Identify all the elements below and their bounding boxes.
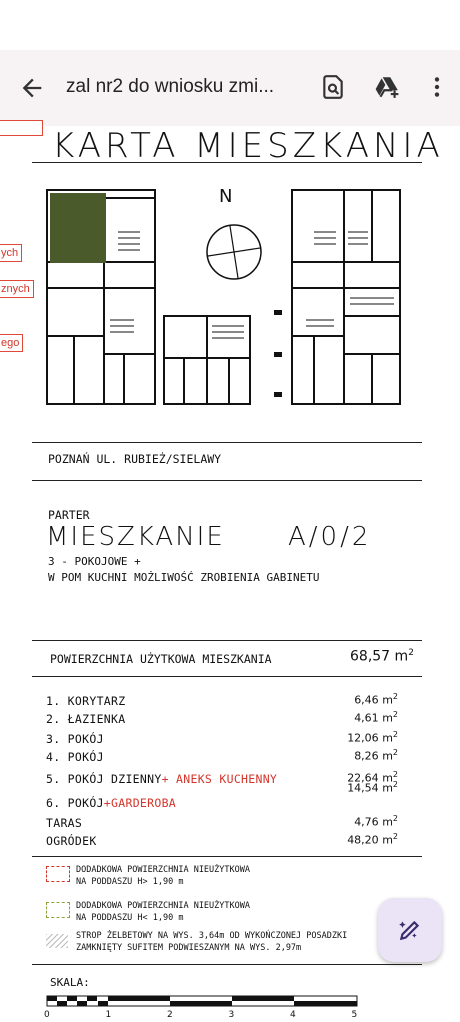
- page-heading: KARTA MIESZKANIA: [52, 126, 444, 166]
- legend-swatch-hatch: [46, 934, 68, 948]
- divider: [32, 856, 422, 857]
- room-extra: + ANEKS KUCHENNY: [161, 772, 278, 786]
- room-area: 8,26 $m^2$: [354, 748, 398, 763]
- apartment-word: MIESZKANIE: [46, 522, 225, 552]
- divider: [32, 640, 422, 641]
- room-name: 1. KORYTARZ: [46, 694, 126, 708]
- room-name: 2. ŁAZIENKA: [46, 712, 126, 726]
- search-document-icon[interactable]: [320, 74, 346, 100]
- divider: [32, 480, 422, 481]
- scale-tick-label: 4: [290, 1010, 296, 1020]
- divider: [32, 442, 422, 443]
- side-label-2: znych: [0, 280, 34, 298]
- floor-plan: [44, 186, 404, 408]
- room-name: OGRÓDEK: [46, 834, 97, 848]
- scale-bar: [46, 994, 358, 1008]
- side-annotation-top: [0, 120, 43, 136]
- document-page[interactable]: [0, 126, 460, 1022]
- usable-area-label: POWIERZCHNIA UŻYTKOWA MIESZKANIA: [50, 652, 272, 666]
- pen-sparkle-icon: [397, 917, 423, 943]
- compass-label: N: [219, 186, 233, 207]
- room-name: 3. POKÓJ: [46, 732, 104, 746]
- scale-tick-label: 1: [105, 1010, 112, 1020]
- address: POZNAŃ UL. RUBIEŻ/SIELAWY: [48, 452, 222, 466]
- legend-swatch-red: [46, 866, 70, 882]
- document-title: zal nr2 do wniosku zmi...: [66, 76, 275, 97]
- room-name: TARAS: [46, 816, 83, 830]
- divider: [32, 676, 422, 677]
- scale-label: SKALA:: [50, 976, 90, 989]
- more-vert-icon[interactable]: [424, 74, 450, 100]
- usable-area-value: 68,57 $m^2$: [350, 648, 414, 665]
- room-extra: +GARDEROBA: [103, 796, 177, 810]
- side-label-3: ego: [0, 334, 23, 352]
- scale-tick-label: 3: [228, 1010, 235, 1020]
- legend-item-3: STROP ŻELBETOWY NA WYS. 3,64m OD WYKOŃCZONEJ POSADZKI ZAMKNIĘTY SUFITEM PODWIESZANYM NA WYS. 2,97m: [76, 931, 348, 953]
- app-bar: [0, 50, 460, 126]
- heading-underline: [32, 162, 422, 163]
- legend-item-1: DODADKOWA POWIERZCHNIA NIEUŻYTKOWA NA PODDASZU H> 1,90 m: [76, 865, 250, 887]
- room-name: 6. POKÓJ+GARDEROBA: [46, 796, 177, 810]
- room-area: 4,76 $m^2$: [354, 814, 398, 829]
- drive-add-icon[interactable]: [374, 74, 400, 100]
- legend-item-2: DODADKOWA POWIERZCHNIA NIEUŻYTKOWA NA PODDASZU H< 1,90 m: [76, 901, 250, 923]
- room-area: 12,06 $m^2$: [347, 730, 398, 745]
- edit-fab[interactable]: [378, 898, 442, 962]
- floor-label: PARTER: [48, 508, 90, 522]
- room-area: 14,54 $m^2$: [347, 780, 398, 795]
- room-area: 4,61 $m^2$: [354, 710, 398, 725]
- room-area: 6,46 $m^2$: [354, 692, 398, 707]
- scale-tick-label: 0: [44, 1010, 50, 1020]
- scale-tick-label: 2: [167, 1010, 173, 1020]
- room-name: 5. POKÓJ DZIENNY+ ANEKS KUCHENNY: [46, 772, 278, 786]
- room-area: 22,64 $m^2$: [347, 770, 398, 785]
- rooms-description: 3 - POKOJOWE +: [48, 555, 141, 568]
- legend-swatch-green: [46, 902, 70, 918]
- room-area: 48,20 $m^2$: [347, 832, 398, 847]
- arrow-left-icon[interactable]: [18, 74, 46, 102]
- apartment-code: A/0/2: [288, 522, 372, 552]
- kitchen-note: W POM KUCHNI MOŻLIWOŚĆ ZROBIENIA GABINETU: [48, 571, 320, 584]
- divider: [32, 964, 422, 965]
- room-name: 4. POKÓJ: [46, 750, 104, 764]
- side-label-1: ych: [0, 244, 22, 262]
- scale-tick-label: 5: [351, 1010, 358, 1020]
